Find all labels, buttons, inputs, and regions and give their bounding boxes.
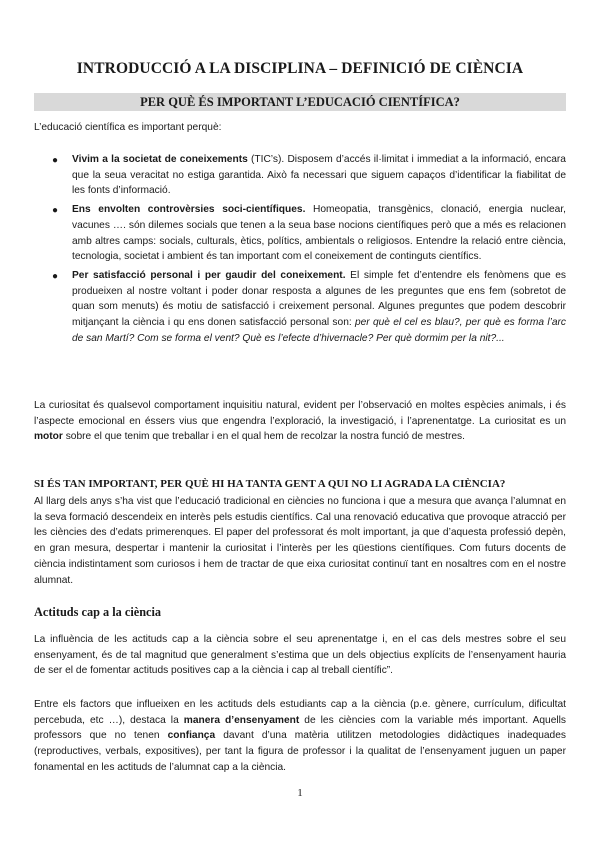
intro-sentence: L’educació científica es important perquè:: [34, 122, 222, 133]
list-item: [34, 202, 566, 265]
document-title: INTRODUCCIÓ A LA DISCIPLINA – DEFINICIÓ DE CIÈNCIA: [76, 60, 524, 77]
attitudes-subheading: Actituds cap a la ciència: [34, 605, 162, 619]
page-number: 1: [297, 787, 303, 799]
question-paragraph: Al llarg dels anys s’ha vist que l’educació tradicional en ciències no funciona i que a mesura que avança l’alumnat en la seva formació descendeix en interès pels estudis científics. Cal una renovació educativa que provoque atracció per les ciències des d’edats primerenques. El paper del professorat és molt important, ja que d’aquesta professió depèn, en gran mesura, despertar i mantenir la curiositat i l’interès per les qüestions científiques. Com futurs docents de ciència indistintament som curiosos i hem de tractar de que eixa curiositat continuï tant en nosaltres com en el nostre alumnat.: [34, 496, 566, 586]
bullet-icon: ●: [52, 155, 59, 166]
bullet-italic-questions: per què el cel es blau?, per què es forma l’arc de san Martí? Com se forma el vent? Què es l’efecte d’hivernacle? Per què dormim per la nit?...: [72, 317, 566, 344]
paragraph-text: de les ciències com la variable més important. Aquells professors que no tenen: [34, 714, 566, 742]
bullet-icon: ●: [52, 205, 59, 217]
paragraph-text: La curiositat és qualsevol comportament inquisitiu natural, evident per l’observació en moltes espècies animals, i és l’aspecte emocional en éssers vius que engendra l’exploració, la investigació, i l’aprenentatge. La curiositat es un: [34, 400, 566, 427]
bullet-bold-lead: Per satisfacció personal i per gaudir del coneixement.: [72, 269, 346, 281]
bullet-bold-lead: Ens envolten controvèrsies soci-científiques.: [72, 204, 306, 216]
bullet-bold-lead: Vivim a la societat de coneixements: [72, 154, 248, 165]
paragraph-bold: confiança: [167, 730, 216, 742]
list-item: [34, 152, 566, 199]
attitudes-paragraph: La influència de les actituds cap a la ciència sobre el seu aprenentatge i, en el cas dels mestres sobre el seu ensenyament, és de tal magnitud que generalment s’estima que un dels objectius explícits de l’ensenyament hauria de ser el de fomentar actituds positives cap a la ciència i cap al treball científic”.: [34, 634, 566, 677]
bullet-icon: ●: [52, 270, 59, 282]
section-heading: PER QUÈ ÉS IMPORTANT L’EDUCACIÓ CIENTÍFICA?: [34, 93, 566, 111]
factors-paragraph: [34, 697, 566, 776]
question-heading: SI ÉS TAN IMPORTANT, PER QUÈ HI HA TANTA GENT A QUI NO LI AGRADA LA CIÈNCIA?: [34, 478, 506, 490]
bullet-text: El simple fet d’entendre els fenòmens que es produeixen al nostre voltant i poder donar resposta a algunes de les preguntes que ens fem (sobretot de quan som menuts) és motiu de satisfacció i creixement personal. Algunes preguntes que podem descobrir mitjançant la ciència i qu ens donen satisfacció personal son:: [72, 269, 566, 329]
paragraph-text: Entre els factors que influeixen en les actituds dels estudiants cap a la ciència (p.e. gènere, currículum, dificultat percebuda, etc …), destaca la: [34, 699, 566, 726]
list-item: [34, 268, 566, 347]
bullet-text: (TIC’s). Disposem d’accés il·limitat i immediat a la informació, encara que la seua veracitat no estiga garantida. Això fa necessari que siguem capaços d’identificar la fiabilitat de les fonts d’informació.: [72, 154, 566, 197]
paragraph-bold: manera d’ensenyament: [183, 714, 300, 726]
bullet-text: Homeopatia, transgènics, clonació, energia nuclear, vacunes …. són dilemes socials que tenen a la seua base nocions científiques però que a més es relacionen amb altres camps: socials, culturals, ètics, polítics, ambientals o religiosos. Entendre la relació entre ciència, tecnologia, societat i ambient és tan important com el coneixement de continguts científics.: [72, 204, 566, 263]
paragraph-bold: motor: [34, 431, 63, 443]
paragraph-text: sobre el que tenim que treballar i en el qual hem de recolzar la nostra funció de mestres.: [62, 431, 465, 443]
reasons-list: [34, 152, 566, 349]
paragraph-text: davant d’una matèria utilitzen metodologies didàctiques inadequades (reproductives, verbals, expositives), per tant la figura de professor i la qualitat de l’ensenyament juguen un paper fonamental en les actituds de l’alumnat cap a la ciència.: [34, 730, 566, 773]
curiosity-paragraph: [34, 398, 566, 445]
